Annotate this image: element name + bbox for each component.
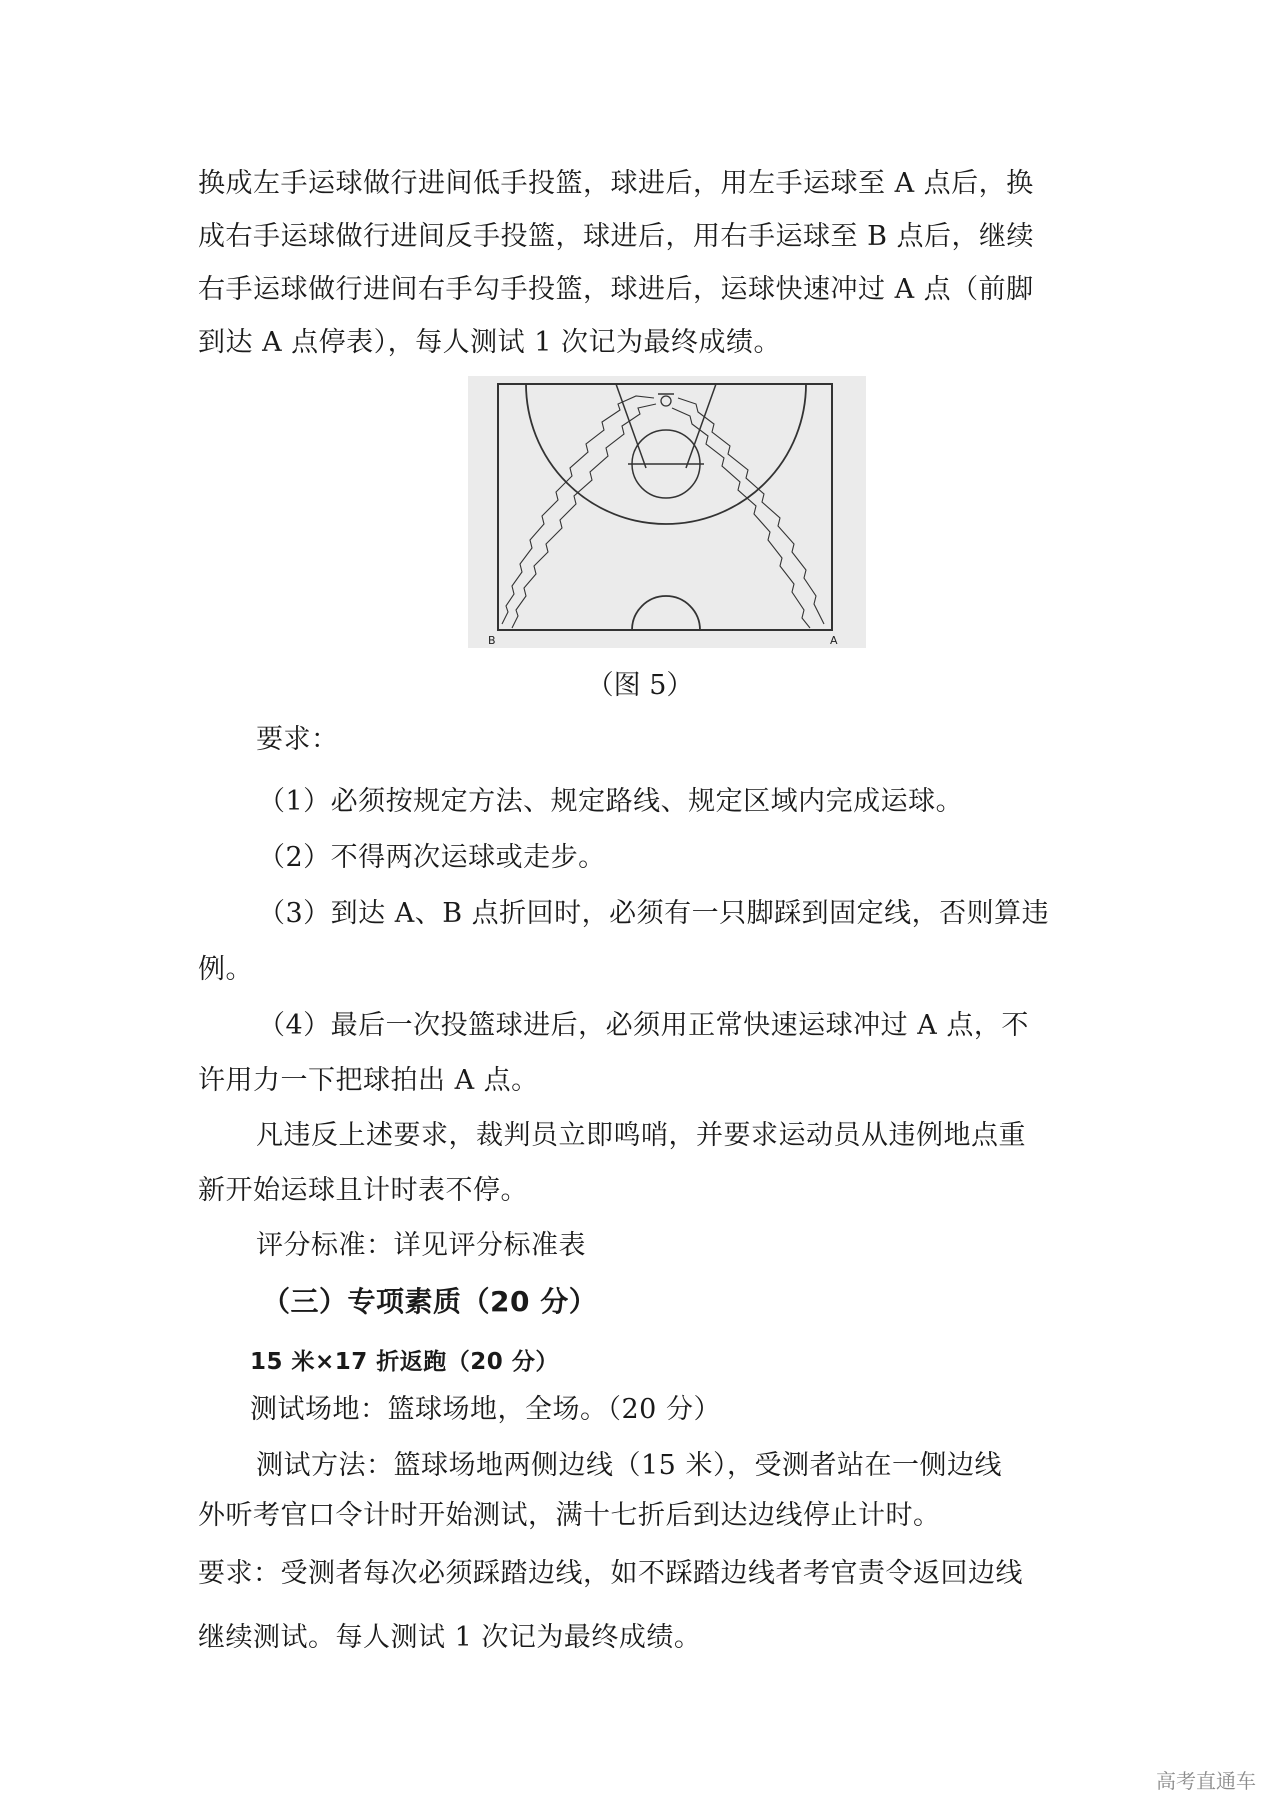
requirement-item-2: （2）不得两次运球或走步。 [258, 842, 606, 873]
test-requirement-line-2: 继续测试。每人测试 1 次记为最终成绩。 [198, 1622, 702, 1653]
requirement-item-3-cont: 例。 [198, 954, 253, 985]
test-method-line-1: 测试方法：篮球场地两侧边线（15 米），受测者站在一侧边线 [256, 1450, 1002, 1481]
test-venue: 测试场地：篮球场地，全场。（20 分） [250, 1394, 721, 1425]
key-right-line [686, 384, 716, 468]
intro-line-2: 成右手运球做行进间反手投篮，球进后，用右手运球至 B 点后，继续 [198, 221, 1035, 252]
watermark: 高考直通车 [1156, 1769, 1256, 1793]
scoring-standard: 评分标准：详见评分标准表 [256, 1230, 586, 1261]
requirement-item-4: （4）最后一次投篮球进后，必须用正常快速运球冲过 A 点，不 [258, 1010, 1029, 1041]
requirement-item-3: （3）到达 A、B 点折回时，必须有一只脚踩到固定线，否则算违 [258, 898, 1050, 929]
section3-heading: （三）专项素质（20 分） [262, 1285, 598, 1318]
court-diagram [468, 376, 866, 648]
intro-line-3: 右手运球做行进间右手勾手投篮，球进后，运球快速冲过 A 点（前脚 [198, 274, 1034, 305]
violation-line-2: 新开始运球且计时表不停。 [198, 1175, 528, 1206]
violation-line-1: 凡违反上述要求，裁判员立即鸣哨，并要求运动员从违例地点重 [256, 1120, 1026, 1151]
basket-hoop [661, 396, 671, 406]
test-method-line-2: 外听考官口令计时开始测试，满十七折后到达边线停止计时。 [198, 1500, 941, 1531]
three-point-arc [526, 384, 806, 524]
test-requirement-line-1: 要求：受测者每次必须踩踏边线，如不踩踏边线者考官责令返回边线 [198, 1558, 1023, 1589]
court-boundary [498, 384, 832, 630]
requirement-item-4-cont: 许用力一下把球拍出 A 点。 [198, 1065, 539, 1096]
intro-line-1: 换成左手运球做行进间低手投篮，球进后，用左手运球至 A 点后，换 [198, 168, 1034, 199]
point-b-label: B [488, 634, 496, 647]
requirements-heading: 要求： [256, 724, 339, 755]
figure-caption: （图 5） [586, 670, 694, 701]
basketball-court-figure [468, 376, 866, 648]
requirement-item-1: （1）必须按规定方法、规定路线、规定区域内完成运球。 [258, 786, 964, 817]
dribble-path-right [672, 398, 824, 628]
center-circle [632, 596, 700, 630]
intro-line-4: 到达 A 点停表），每人测试 1 次记为最终成绩。 [198, 327, 782, 358]
section3-subheading: 15 米×17 折返跑（20 分） [250, 1349, 559, 1375]
point-a-label: A [830, 634, 838, 647]
